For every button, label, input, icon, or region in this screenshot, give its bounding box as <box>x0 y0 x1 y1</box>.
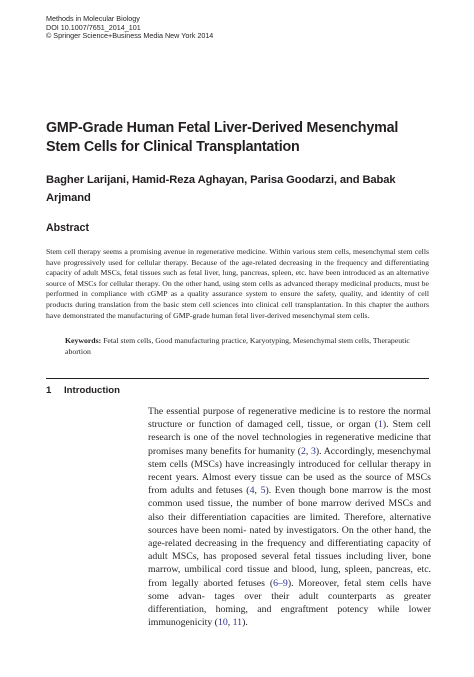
citation-link[interactable]: 5 <box>260 485 266 497</box>
section-number: 1 <box>46 385 52 396</box>
citation-link[interactable]: 6–9 <box>273 577 288 589</box>
keywords-text: Fetal stem cells, Good manufacturing practice, Karyotyping, Mesenchymal stem cells, Therapeutic abortion <box>65 336 410 356</box>
citation-link[interactable]: 2 <box>301 445 306 457</box>
citation-link[interactable]: 3 <box>311 445 316 457</box>
paper-title: GMP-Grade Human Fetal Liver-Derived Mesenchymal Stem Cells for Clinical Transplantation <box>46 120 399 155</box>
intro-text: The essential purpose of regenerative medicine is to restore the normal structure or function of damaged cell, tissue, or organ ( <box>148 406 431 431</box>
introduction-body <box>148 405 431 629</box>
intro-text: , <box>254 485 261 497</box>
doi-line: DOI 10.1007/7651_2014_101 <box>46 22 141 32</box>
journal-name: Methods in Molecular Biology <box>46 14 140 23</box>
section-divider <box>46 378 429 379</box>
citation-link[interactable]: 11 <box>232 617 243 629</box>
introduction-paragraph <box>148 405 431 629</box>
intro-text: ). <box>242 617 248 629</box>
abstract-heading: Abstract <box>46 222 89 234</box>
abstract-body <box>46 247 429 321</box>
keywords <box>65 336 429 357</box>
citation-link[interactable]: 4 <box>249 485 255 497</box>
page-header <box>46 15 213 41</box>
abstract-paragraph: Stem cell therapy seems a promising avenue in regenerative medicine. Within various stem cells, mesenchymal stem cells have progressively used for cellular therapy. Because of the age-related decreasing in the frequency and differentiating capacity of adult MSCs, fetal tissues such as fetal liver, lung, pancreas, spleen, etc. have been introduced as an alternative source of MSCs for cellular therapy. On the other hand, using stem cells as advanced therapy medicinal products, must be performed in compliance with cGMP as a quality assurance system to ensure the safety, quality, and identity of cell products during translation from the basic stem cell sciences into clinical cell transplantation. In this chapter the authors have demonstrated the manufacturing of GMP-grade human fetal liver-derived mesenchymal stem cells. <box>46 247 429 320</box>
keywords-label: Keywords: <box>65 336 102 345</box>
section-heading <box>46 385 120 396</box>
citation-link[interactable]: 1 <box>378 419 383 431</box>
intro-text: ). Accordingly, mesenchymal stem cells (MSCs) have increasingly introduced for cellular therapy in recent years. Almost every tissue can be used as the source of MSCs from adults and fetuses ( <box>148 445 432 497</box>
section-title: Introduction <box>64 385 120 396</box>
copyright-line: © Springer Science+Business Media New York 2014 <box>46 31 214 41</box>
intro-text: , <box>227 617 233 629</box>
author-list: Bagher Larijani, Hamid-Reza Aghayan, Parisa Goodarzi, and Babak Arjmand <box>46 174 396 204</box>
intro-text: ). Moreover, fetal stem cells have some advan- tages over their adult counterparts as greater differentiation, homing, and engraftment potency while lower immunogenicity ( <box>148 577 432 629</box>
citation-link[interactable]: 10 <box>217 617 228 629</box>
intro-text: ). Even though bone marrow is the most common used tissue, the number of bone marrow derived MSCs and also their differentiation capacities are limited. Therefore, alternative sources have been nomi- nated by investigators. On the other hand, the age-related decreasing in the frequency and differentiating capacity of adult MSCs, has proposed several fetal tissues including liver, bone marrow, umbilical cord tissue and blood, lung, spleen, pancreas, etc. from legally aborted fetuses ( <box>148 485 431 589</box>
intro-text: , <box>305 445 312 457</box>
intro-text: ). Stem cell research is one of the novel technologies in regenerative medicine that promises many benefits for humanity ( <box>148 419 432 457</box>
